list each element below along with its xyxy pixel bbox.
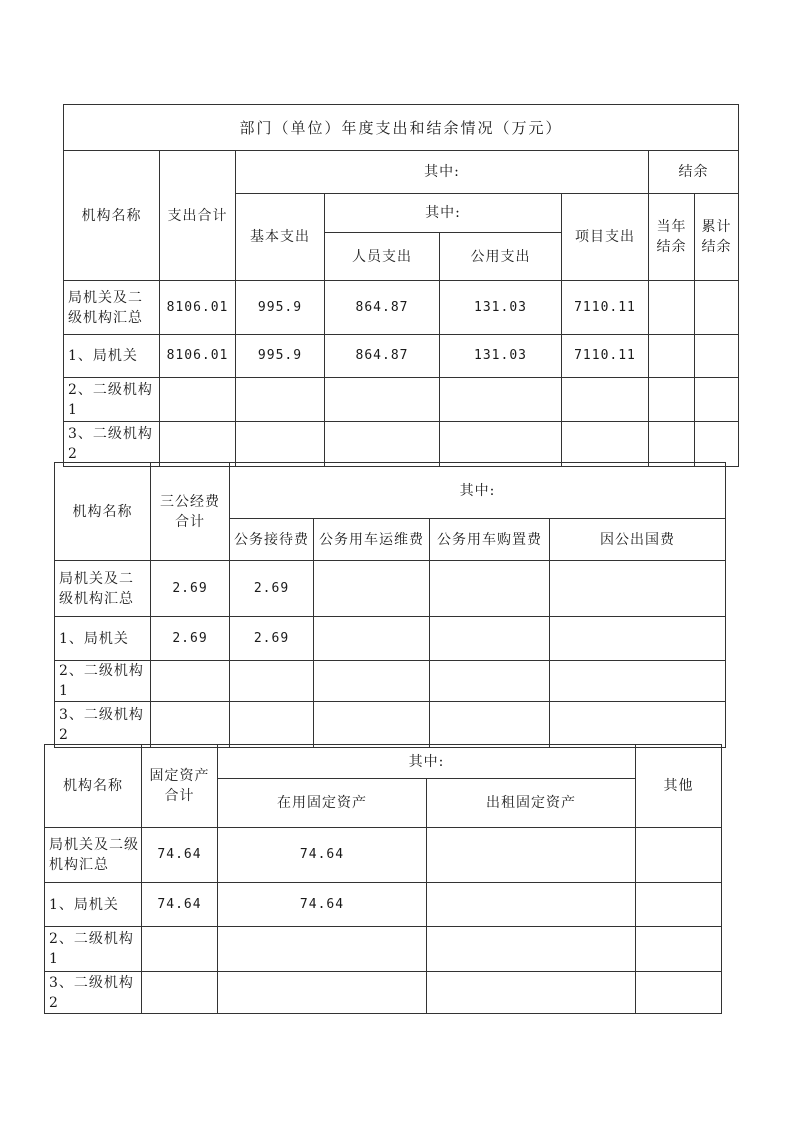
header-vehicle-maintenance: 公务用车运维费 [314, 519, 430, 561]
cell-reception: 2.69 [230, 617, 314, 661]
row-org-name: 3、二级机构 2 [55, 702, 151, 748]
cell-total [151, 702, 230, 748]
cell-abroad [550, 702, 726, 748]
cell-rented [427, 927, 636, 972]
table-row [55, 561, 726, 617]
cell-vehicle-purchase [430, 702, 550, 748]
cell-in-use: 74.64 [218, 883, 427, 927]
cell-project: 7110.11 [562, 335, 649, 378]
row-org-name: 1、局机关 [64, 335, 160, 378]
cell-abroad [550, 561, 726, 617]
cell-balance-cumulative [695, 422, 739, 467]
table-row [55, 661, 726, 702]
header-three-public-total: 三公经费合计 [151, 463, 230, 561]
cell-total [160, 378, 236, 422]
row-org-name: 1、局机关 [55, 617, 151, 661]
cell-basic: 995.9 [236, 335, 325, 378]
row-org-name: 2、二级机构 1 [45, 927, 142, 972]
row-org-name: 3、二级机构 2 [45, 972, 142, 1014]
table-row [64, 335, 739, 378]
row-org-name: 1、局机关 [45, 883, 142, 927]
cell-reception: 2.69 [230, 561, 314, 617]
cell-balance-year [649, 422, 695, 467]
cell-project [562, 378, 649, 422]
cell-project: 7110.11 [562, 281, 649, 335]
cell-total: 8106.01 [160, 335, 236, 378]
cell-personnel [325, 378, 440, 422]
cell-public [440, 378, 562, 422]
header-project-expenditure: 项目支出 [562, 194, 649, 281]
header-rented-assets: 出租固定资产 [427, 779, 636, 828]
cell-abroad [550, 617, 726, 661]
row-org-name: 局机关及二级机构汇总 [55, 561, 151, 617]
header-balance-year: 当年结余 [649, 194, 695, 281]
header-personnel-expenditure: 人员支出 [325, 233, 440, 281]
row-org-name: 局机关及二级机构汇总 [64, 281, 160, 335]
header-including: 其中: [236, 151, 649, 194]
fixed-assets-table [44, 744, 722, 1014]
cell-balance-cumulative [695, 335, 739, 378]
cell-public: 131.03 [440, 281, 562, 335]
cell-balance-cumulative [695, 281, 739, 335]
table-row [64, 422, 739, 467]
cell-other [636, 828, 722, 883]
cell-total: 74.64 [142, 883, 218, 927]
header-org-name: 机构名称 [45, 745, 142, 828]
cell-total: 2.69 [151, 617, 230, 661]
cell-project [562, 422, 649, 467]
table-row [55, 617, 726, 661]
header-org-name: 机构名称 [64, 151, 160, 281]
header-vehicle-purchase: 公务用车购置费 [430, 519, 550, 561]
header-including: 其中: [218, 745, 636, 779]
row-org-name: 局机关及二级机构汇总 [45, 828, 142, 883]
cell-public [440, 422, 562, 467]
table-row [45, 883, 722, 927]
header-org-name: 机构名称 [55, 463, 151, 561]
header-balance-cumulative: 累计结余 [695, 194, 739, 281]
header-including-sub: 其中: [325, 194, 562, 233]
cell-vehicle-maintenance [314, 702, 430, 748]
cell-vehicle-purchase [430, 617, 550, 661]
table-row [64, 281, 739, 335]
cell-total [151, 661, 230, 702]
cell-total [160, 422, 236, 467]
cell-balance-year [649, 378, 695, 422]
three-public-expenses-table [54, 462, 726, 748]
cell-in-use: 74.64 [218, 828, 427, 883]
cell-basic [236, 422, 325, 467]
cell-rented [427, 972, 636, 1014]
cell-reception [230, 702, 314, 748]
header-abroad: 因公出国费 [550, 519, 726, 561]
header-including: 其中: [230, 463, 726, 519]
cell-total: 74.64 [142, 828, 218, 883]
cell-total [142, 927, 218, 972]
cell-total [142, 972, 218, 1014]
cell-vehicle-purchase [430, 661, 550, 702]
table-row [45, 828, 722, 883]
table-title: 部门（单位）年度支出和结余情况（万元） [64, 105, 739, 151]
row-org-name: 3、二级机构 2 [64, 422, 160, 467]
cell-in-use [218, 927, 427, 972]
cell-public: 131.03 [440, 335, 562, 378]
cell-other [636, 883, 722, 927]
cell-personnel: 864.87 [325, 335, 440, 378]
cell-total: 2.69 [151, 561, 230, 617]
cell-rented [427, 883, 636, 927]
cell-balance-cumulative [695, 378, 739, 422]
expenditure-balance-table [63, 104, 739, 467]
cell-vehicle-maintenance [314, 661, 430, 702]
header-fixed-assets-total: 固定资产合计 [142, 745, 218, 828]
header-other: 其他 [636, 745, 722, 828]
cell-reception [230, 661, 314, 702]
cell-personnel [325, 422, 440, 467]
cell-total: 8106.01 [160, 281, 236, 335]
cell-other [636, 927, 722, 972]
cell-balance-year [649, 281, 695, 335]
table-row [45, 972, 722, 1014]
table-row [64, 378, 739, 422]
table-row [55, 702, 726, 748]
cell-balance-year [649, 335, 695, 378]
cell-basic [236, 378, 325, 422]
cell-abroad [550, 661, 726, 702]
cell-other [636, 972, 722, 1014]
cell-basic: 995.9 [236, 281, 325, 335]
cell-rented [427, 828, 636, 883]
row-org-name: 2、二级机构 1 [55, 661, 151, 702]
row-org-name: 2、二级机构 1 [64, 378, 160, 422]
header-balance: 结余 [649, 151, 739, 194]
cell-vehicle-maintenance [314, 617, 430, 661]
header-public-expenditure: 公用支出 [440, 233, 562, 281]
table-row [45, 927, 722, 972]
cell-personnel: 864.87 [325, 281, 440, 335]
cell-vehicle-maintenance [314, 561, 430, 617]
header-basic-expenditure: 基本支出 [236, 194, 325, 281]
header-reception: 公务接待费 [230, 519, 314, 561]
header-total-expenditure: 支出合计 [160, 151, 236, 281]
cell-vehicle-purchase [430, 561, 550, 617]
cell-in-use [218, 972, 427, 1014]
header-in-use-assets: 在用固定资产 [218, 779, 427, 828]
